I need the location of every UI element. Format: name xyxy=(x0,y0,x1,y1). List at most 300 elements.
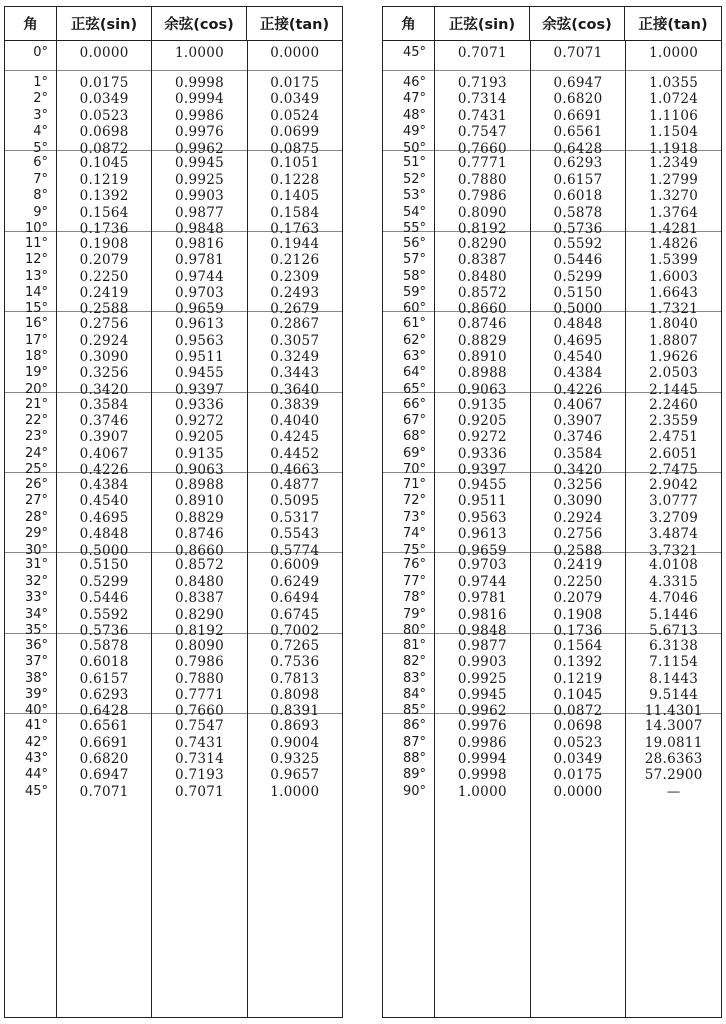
row-group xyxy=(57,151,151,237)
row-group xyxy=(152,393,246,479)
cell-angle: 78° xyxy=(402,590,426,606)
row-group xyxy=(435,151,530,237)
cell-sin: 0.1564 xyxy=(79,204,129,221)
cell-angle: 51° xyxy=(402,155,426,171)
row-group xyxy=(531,232,626,318)
cell-sin: 0.9877 xyxy=(457,637,507,654)
cell-cos: 0.2924 xyxy=(553,509,603,526)
cell-cos: 0.6691 xyxy=(553,107,603,124)
cell-tan: 0.7813 xyxy=(270,670,320,687)
cell-tan: 0.4877 xyxy=(270,476,320,493)
cell-tan: 1.4826 xyxy=(649,235,699,252)
cell-tan: 0.5095 xyxy=(270,493,320,510)
cell-cos: 0.9272 xyxy=(174,412,225,429)
header-angle: 角 xyxy=(5,7,57,40)
row-group xyxy=(57,312,151,398)
cell-angle: 18° xyxy=(24,348,48,364)
cell-tan: 0.0349 xyxy=(270,91,320,108)
cell-angle: 20° xyxy=(24,381,48,397)
row-group xyxy=(383,553,434,638)
cell-cos: 0.5592 xyxy=(553,235,603,252)
cell-sin: 0.9976 xyxy=(457,718,507,735)
cell-cos: 0.9703 xyxy=(174,284,225,301)
cell-angle: 14° xyxy=(24,284,48,300)
row-group xyxy=(626,232,721,318)
row-group xyxy=(5,71,56,156)
cell-sin: 0.0000 xyxy=(79,45,129,61)
cell-tan: 0.0875 xyxy=(270,140,320,157)
cell-angle: 19° xyxy=(24,365,48,381)
cell-angle: 1° xyxy=(33,75,48,90)
cell-cos: 0.3907 xyxy=(553,412,603,429)
cell-cos: 0.7771 xyxy=(174,686,225,703)
cell-angle: 72° xyxy=(402,493,426,509)
cell-angle: 60° xyxy=(402,301,426,317)
cell-angle: 40° xyxy=(24,703,48,719)
cell-cos: 0.4540 xyxy=(553,348,603,365)
cell-tan: 2.9042 xyxy=(649,476,699,493)
cell-angle: 8° xyxy=(33,188,48,204)
cell-angle: 61° xyxy=(402,316,426,332)
cell-angle: 50° xyxy=(402,140,426,156)
cell-cos: 0.8910 xyxy=(174,493,225,510)
cell-angle: 75° xyxy=(402,542,426,558)
row-group xyxy=(57,232,151,318)
row-group xyxy=(248,634,342,720)
cell-tan: 3.2709 xyxy=(649,509,699,526)
row-group xyxy=(383,312,434,397)
cell-tan: 0.2309 xyxy=(270,268,320,285)
row-group xyxy=(383,393,434,478)
cell-angle: 77° xyxy=(402,573,426,589)
cell-tan: 11.4301 xyxy=(644,703,703,720)
cell-angle: 22° xyxy=(24,412,48,428)
cell-cos: 0.4384 xyxy=(553,365,603,382)
cell-angle: 16° xyxy=(24,316,48,332)
cell-angle: 28° xyxy=(24,509,48,525)
row-group xyxy=(626,312,721,398)
cell-cos: 0.9816 xyxy=(174,235,225,252)
cell-cos: 0.7071 xyxy=(174,783,225,800)
cell-tan: 6.3138 xyxy=(649,637,699,654)
cell-cos: 0.0175 xyxy=(553,767,603,784)
row-group xyxy=(248,71,342,157)
cell-sin: 0.4384 xyxy=(79,476,129,493)
row-group xyxy=(435,312,530,398)
cell-tan: 0.3057 xyxy=(270,332,320,349)
cell-tan: 0.9657 xyxy=(270,767,320,784)
cell-angle: 6° xyxy=(33,155,48,171)
cell-angle: 17° xyxy=(24,332,48,348)
cell-sin: 0.7071 xyxy=(79,783,129,800)
cell-tan: 0.1763 xyxy=(270,220,320,237)
cell-sin: 0.3746 xyxy=(79,412,129,429)
cell-cos: 0.4695 xyxy=(553,332,603,349)
cell-tan: — xyxy=(666,783,681,800)
cell-cos: 0.2756 xyxy=(553,526,603,543)
cell-tan: 7.1154 xyxy=(649,654,699,671)
cell-tan: 0.8693 xyxy=(270,718,320,735)
cell-tan: 0.2867 xyxy=(270,316,320,333)
cell-angle: 36° xyxy=(24,637,48,653)
cell-sin: 0.4695 xyxy=(79,509,129,526)
row-group xyxy=(5,151,56,236)
cell-sin: 0.7314 xyxy=(457,91,507,108)
cell-angle: 66° xyxy=(402,396,426,412)
cell-sin: 0.7193 xyxy=(457,75,507,91)
cell-sin: 0.9998 xyxy=(457,767,507,784)
cell-sin: 0.9063 xyxy=(457,381,507,398)
cell-angle: 55° xyxy=(402,220,426,236)
cell-tan: 0.4245 xyxy=(270,429,320,446)
cell-sin: 0.9272 xyxy=(457,429,507,446)
cell-sin: 0.1392 xyxy=(79,188,129,205)
cell-sin: 0.8910 xyxy=(457,348,507,365)
cell-angle: 57° xyxy=(402,252,426,268)
row-group xyxy=(248,553,342,639)
row-group xyxy=(626,473,721,559)
cell-cos: 0.6820 xyxy=(553,91,603,108)
cell-tan: 0.3839 xyxy=(270,396,320,413)
cell-cos: 0.7431 xyxy=(174,734,225,751)
row-group xyxy=(5,312,56,397)
row-group xyxy=(383,634,434,719)
cell-sin: 0.7660 xyxy=(457,140,507,157)
cell-tan: 1.0000 xyxy=(649,45,699,61)
cell-sin: 0.5736 xyxy=(79,622,129,639)
cell-cos: 0.6428 xyxy=(553,140,603,157)
cell-sin: 0.9703 xyxy=(457,557,507,574)
cell-tan: 0.5774 xyxy=(270,542,320,559)
cell-angle: 48° xyxy=(402,107,426,123)
cell-tan: 0.1944 xyxy=(270,235,320,252)
cell-angle: 73° xyxy=(402,509,426,525)
cell-tan: 0.6009 xyxy=(270,557,320,574)
cell-cos: 0.9511 xyxy=(174,348,225,365)
row-group xyxy=(435,553,530,639)
row-group xyxy=(435,634,530,720)
cell-cos: 0.7880 xyxy=(174,670,225,687)
header-cos: 余弦(cos) xyxy=(530,7,625,40)
cell-cos: 0.5736 xyxy=(553,220,603,237)
cell-sin: 0.6947 xyxy=(79,767,129,784)
row-group xyxy=(57,393,151,479)
cell-cos: 0.2419 xyxy=(553,557,603,574)
cell-angle: 69° xyxy=(402,445,426,461)
cell-cos: 0.8387 xyxy=(174,590,225,607)
cell-sin: 0.9659 xyxy=(457,542,507,559)
cell-tan: 0.3640 xyxy=(270,381,320,398)
cell-tan: 57.2900 xyxy=(644,767,703,784)
row-group xyxy=(626,714,721,800)
cell-tan: 2.2460 xyxy=(649,396,699,413)
cell-angle: 86° xyxy=(402,718,426,734)
cell-cos: 0.9998 xyxy=(174,75,225,91)
cell-sin: 0.9986 xyxy=(457,734,507,751)
cell-sin: 0.0872 xyxy=(79,140,129,157)
row-group xyxy=(531,312,626,398)
cell-tan: 0.1228 xyxy=(270,171,320,188)
row-group xyxy=(383,71,434,156)
row-group xyxy=(5,232,56,317)
cell-sin: 0.6691 xyxy=(79,734,129,751)
cell-sin: 0.8572 xyxy=(457,284,507,301)
cell-cos: 0.8090 xyxy=(174,637,225,654)
cell-sin: 0.4848 xyxy=(79,526,129,543)
cell-cos: 0.8660 xyxy=(174,542,225,559)
cell-angle: 37° xyxy=(24,654,48,670)
cell-tan: 0.1051 xyxy=(270,155,320,172)
cell-sin: 0.9781 xyxy=(457,590,507,607)
column-cos xyxy=(531,41,627,1017)
row-group xyxy=(152,232,246,318)
cell-sin: 0.2588 xyxy=(79,301,129,318)
trig-table-left xyxy=(4,6,343,1018)
cell-tan: 0.7536 xyxy=(270,654,320,671)
cell-angle: 71° xyxy=(402,476,426,492)
row-group xyxy=(57,473,151,559)
cell-angle: 89° xyxy=(402,767,426,783)
cell-angle: 63° xyxy=(402,348,426,364)
cell-tan: 1.3764 xyxy=(649,204,699,221)
cell-tan: 1.9626 xyxy=(649,348,699,365)
cell-sin: 0.8746 xyxy=(457,316,507,333)
cell-tan: 3.7321 xyxy=(649,542,699,559)
cell-angle: 9° xyxy=(33,204,48,220)
row-group xyxy=(248,714,342,800)
cell-angle: 44° xyxy=(24,767,48,783)
cell-angle: 85° xyxy=(402,703,426,719)
cell-sin: 0.7771 xyxy=(457,155,507,172)
cell-angle: 80° xyxy=(402,622,426,638)
header-sin: 正弦(sin) xyxy=(57,7,152,40)
row-group xyxy=(248,393,342,479)
cell-cos: 0.3746 xyxy=(553,429,603,446)
cell-tan: 2.6051 xyxy=(649,445,699,462)
cell-cos: 0.8480 xyxy=(174,573,225,590)
cell-sin: 0.0698 xyxy=(79,124,129,141)
cell-angle: 25° xyxy=(24,462,48,478)
cell-angle: 58° xyxy=(402,268,426,284)
cell-sin: 0.4067 xyxy=(79,445,129,462)
cell-sin: 0.8192 xyxy=(457,220,507,237)
cell-cos: 0.0872 xyxy=(553,703,603,720)
row-group xyxy=(626,393,721,479)
cell-angle: 46° xyxy=(402,75,426,90)
cell-cos: 0.9659 xyxy=(174,301,225,318)
cell-angle: 0° xyxy=(33,45,48,60)
cell-cos: 0.8829 xyxy=(174,509,225,526)
cell-tan: 1.6643 xyxy=(649,284,699,301)
cell-cos: 0.9945 xyxy=(174,155,225,172)
cell-tan: 5.6713 xyxy=(649,622,699,639)
cell-sin: 0.7431 xyxy=(457,107,507,124)
cell-cos: 0.2250 xyxy=(553,573,603,590)
cell-sin: 0.4540 xyxy=(79,493,129,510)
cell-sin: 0.8090 xyxy=(457,204,507,221)
row-group xyxy=(152,41,246,71)
cell-sin: 0.5299 xyxy=(79,573,129,590)
cell-sin: 0.6561 xyxy=(79,718,129,735)
cell-cos: 0.5150 xyxy=(553,284,603,301)
cell-angle: 11° xyxy=(24,235,48,251)
cell-tan: 1.8807 xyxy=(649,332,699,349)
row-group xyxy=(435,41,530,71)
cell-angle: 64° xyxy=(402,365,426,381)
cell-tan: 0.0175 xyxy=(270,75,320,91)
cell-tan: 0.2493 xyxy=(270,284,320,301)
cell-sin: 0.2079 xyxy=(79,252,129,269)
cell-angle: 76° xyxy=(402,557,426,573)
cell-angle: 68° xyxy=(402,429,426,445)
cell-angle: 88° xyxy=(402,750,426,766)
cell-sin: 0.1908 xyxy=(79,235,129,252)
cell-cos: 0.9994 xyxy=(174,91,225,108)
row-group xyxy=(531,473,626,559)
cell-angle: 10° xyxy=(24,220,48,236)
cell-tan: 1.2349 xyxy=(649,155,699,172)
row-group xyxy=(57,634,151,720)
table-body xyxy=(383,41,721,1017)
row-group xyxy=(248,151,342,237)
cell-tan: 1.4281 xyxy=(649,220,699,237)
cell-cos: 0.5446 xyxy=(553,252,603,269)
row-group xyxy=(383,232,434,317)
cell-tan: 0.2679 xyxy=(270,301,320,318)
cell-tan: 1.7321 xyxy=(649,301,699,318)
cell-angle: 84° xyxy=(402,686,426,702)
cell-sin: 0.3090 xyxy=(79,348,129,365)
cell-tan: 1.1918 xyxy=(649,140,699,157)
header-angle: 角 xyxy=(383,7,435,40)
cell-angle: 13° xyxy=(24,268,48,284)
cell-cos: 0.9976 xyxy=(174,124,225,141)
row-group xyxy=(435,232,530,318)
cell-cos: 0.3420 xyxy=(553,462,603,479)
cell-sin: 0.9563 xyxy=(457,509,507,526)
cell-tan: 1.2799 xyxy=(649,171,699,188)
row-group xyxy=(626,41,721,71)
cell-tan: 0.0000 xyxy=(270,45,320,61)
cell-cos: 0.8290 xyxy=(174,606,225,623)
cell-sin: 0.9945 xyxy=(457,686,507,703)
cell-cos: 0.9877 xyxy=(174,204,225,221)
cell-tan: 2.1445 xyxy=(649,381,699,398)
cell-sin: 0.5150 xyxy=(79,557,129,574)
cell-sin: 0.8988 xyxy=(457,365,507,382)
cell-angle: 70° xyxy=(402,462,426,478)
cell-cos: 0.1219 xyxy=(553,670,603,687)
cell-cos: 0.5000 xyxy=(553,301,603,318)
cell-angle: 79° xyxy=(402,606,426,622)
cell-cos: 0.0523 xyxy=(553,734,603,751)
cell-angle: 42° xyxy=(24,734,48,750)
row-group xyxy=(248,473,342,559)
cell-angle: 67° xyxy=(402,412,426,428)
row-group xyxy=(531,714,626,800)
cell-tan: 1.3270 xyxy=(649,188,699,205)
row-group xyxy=(435,71,530,157)
row-group xyxy=(626,553,721,639)
cell-cos: 0.9613 xyxy=(174,316,225,333)
cell-tan: 19.0811 xyxy=(644,734,703,751)
cell-tan: 0.0699 xyxy=(270,124,320,141)
cell-sin: 0.5592 xyxy=(79,606,129,623)
cell-angle: 83° xyxy=(402,670,426,686)
cell-cos: 0.8572 xyxy=(174,557,225,574)
cell-sin: 0.5000 xyxy=(79,542,129,559)
cell-angle: 26° xyxy=(24,476,48,492)
cell-tan: 0.5543 xyxy=(270,526,320,543)
cell-sin: 0.9205 xyxy=(457,412,507,429)
cell-angle: 2° xyxy=(33,91,48,107)
cell-cos: 0.9925 xyxy=(174,171,225,188)
cell-cos: 0.3584 xyxy=(553,445,603,462)
cell-angle: 45° xyxy=(24,783,48,799)
cell-tan: 0.3443 xyxy=(270,365,320,382)
cell-sin: 0.5446 xyxy=(79,590,129,607)
cell-cos: 0.6561 xyxy=(553,124,603,141)
row-group xyxy=(248,232,342,318)
cell-angle: 82° xyxy=(402,654,426,670)
row-group xyxy=(435,473,530,559)
cell-sin: 0.3256 xyxy=(79,365,129,382)
cell-tan: 1.6003 xyxy=(649,268,699,285)
row-group xyxy=(531,71,626,157)
row-group xyxy=(5,41,56,71)
row-group xyxy=(248,312,342,398)
cell-sin: 0.8290 xyxy=(457,235,507,252)
cell-cos: 0.0349 xyxy=(553,750,603,767)
cell-tan: 4.0108 xyxy=(649,557,699,574)
cell-angle: 41° xyxy=(24,718,48,734)
cell-angle: 4° xyxy=(33,124,48,140)
table-header xyxy=(383,7,721,41)
row-group xyxy=(5,473,56,558)
cell-cos: 0.9744 xyxy=(174,268,225,285)
cell-angle: 21° xyxy=(24,396,48,412)
cell-cos: 0.9781 xyxy=(174,252,225,269)
cell-sin: 0.9816 xyxy=(457,606,507,623)
cell-angle: 49° xyxy=(402,124,426,140)
cell-cos: 0.4067 xyxy=(553,396,603,413)
row-group xyxy=(383,714,434,799)
cell-angle: 7° xyxy=(33,171,48,187)
cell-sin: 0.3584 xyxy=(79,396,129,413)
cell-sin: 0.9336 xyxy=(457,445,507,462)
cell-sin: 0.1045 xyxy=(79,155,129,172)
cell-angle: 34° xyxy=(24,606,48,622)
row-group xyxy=(5,634,56,719)
cell-tan: 8.1443 xyxy=(649,670,699,687)
cell-cos: 0.9455 xyxy=(174,365,225,382)
cell-cos: 1.0000 xyxy=(174,45,225,61)
cell-sin: 0.9962 xyxy=(457,703,507,720)
cell-angle: 52° xyxy=(402,171,426,187)
cell-angle: 43° xyxy=(24,750,48,766)
cell-angle: 32° xyxy=(24,573,48,589)
cell-cos: 0.7660 xyxy=(174,703,225,720)
cell-tan: 2.4751 xyxy=(649,429,699,446)
column-angle xyxy=(5,41,57,1017)
cell-tan: 0.0524 xyxy=(270,107,320,124)
table-header xyxy=(5,7,342,41)
row-group xyxy=(248,41,342,71)
cell-cos: 0.6157 xyxy=(553,171,603,188)
cell-cos: 0.5299 xyxy=(553,268,603,285)
cell-tan: 2.3559 xyxy=(649,412,699,429)
cell-tan: 0.5317 xyxy=(270,509,320,526)
